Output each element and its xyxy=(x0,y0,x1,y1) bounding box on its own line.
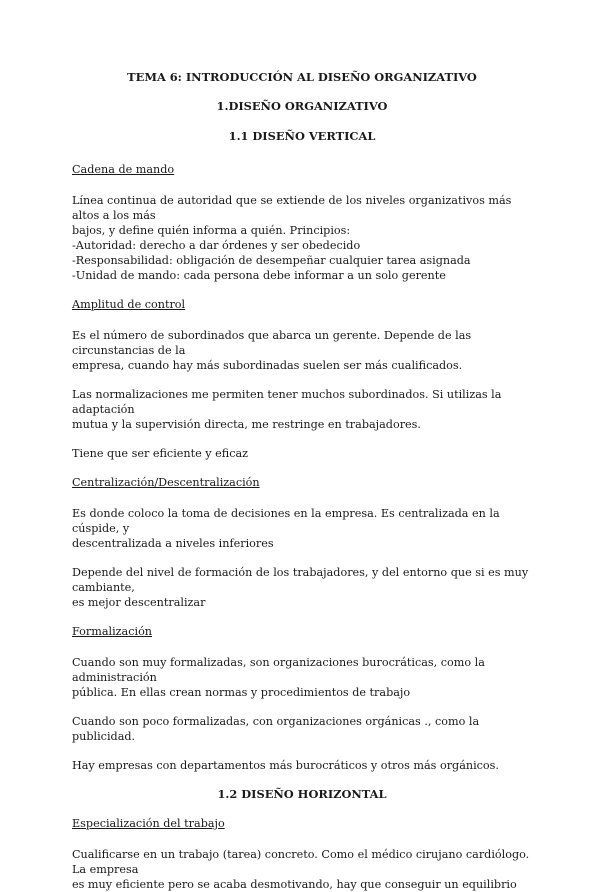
paragraph-amplitud-3: Tiene que ser eficiente y eficaz xyxy=(72,447,249,460)
heading-centralizacion: Centralización/Descentralización xyxy=(72,476,260,489)
paragraph-especializacion: Cualificarse en un trabajo (tarea) concreto. Como el médico cirujano cardiólogo. La empresa es muy eficiente pero se acaba desmotivando, hay que conseguir un equilibrio xyxy=(72,848,530,891)
document-title: TEMA 6: INTRODUCCIÓN AL DISEÑO ORGANIZATIVO xyxy=(127,70,477,84)
paragraph-formalizacion-1: Cuando son muy formalizadas, son organizaciones burocráticas, como la administración pública. En ellas crean normas y procedimientos de trabajo xyxy=(72,656,485,699)
section-title: 1.DISEÑO ORGANIZATIVO xyxy=(216,99,388,113)
paragraph-centralizacion-2: Depende del nivel de formación de los trabajadores, y del entorno que si es muy cambiante, es mejor descentralizar xyxy=(72,566,529,609)
list-item: -Responsabilidad: obligación de desempeñar cualquier tarea asignada xyxy=(72,254,471,267)
list-item: -Unidad de mando: cada persona debe informar a un solo gerente xyxy=(72,269,446,282)
paragraph-amplitud-1: Es el número de subordinados que abarca un gerente. Depende de las circunstancias de la empresa, cuando hay más subordinadas suelen ser más cualificados. xyxy=(72,329,472,372)
heading-formalizacion: Formalización xyxy=(72,625,153,638)
heading-amplitud-de-control: Amplitud de control xyxy=(72,298,186,311)
principles-list xyxy=(72,238,532,283)
paragraph-formalizacion-3: Hay empresas con departamentos más burocráticos y otros más orgánicos. xyxy=(72,759,499,772)
subsection-title-horizontal: 1.2 DISEÑO HORIZONTAL xyxy=(217,787,387,801)
list-item: -Autoridad: derecho a dar órdenes y ser obedecido xyxy=(72,239,361,252)
heading-especializacion: Especialización del trabajo xyxy=(72,817,225,830)
subsection-title-vertical: 1.1 DISEÑO VERTICAL xyxy=(228,129,376,143)
heading-cadena-de-mando: Cadena de mando xyxy=(72,163,175,176)
paragraph-centralizacion-1: Es donde coloco la toma de decisiones en la empresa. Es centralizada en la cúspide, y descentralizada a niveles inferiores xyxy=(72,507,500,550)
document-page xyxy=(72,70,532,892)
paragraph-amplitud-2: Las normalizaciones me permiten tener muchos subordinados. Si utilizas la adaptación mutua y la supervisión directa, me restringe en trabajadores. xyxy=(72,388,502,431)
paragraph-formalizacion-2: Cuando son poco formalizadas, con organizaciones orgánicas ., como la publicidad. xyxy=(72,715,480,743)
paragraph-cadena: Línea continua de autoridad que se extiende de los niveles organizativos más altos a los más bajos, y define quién informa a quién. Principios: xyxy=(72,194,512,237)
